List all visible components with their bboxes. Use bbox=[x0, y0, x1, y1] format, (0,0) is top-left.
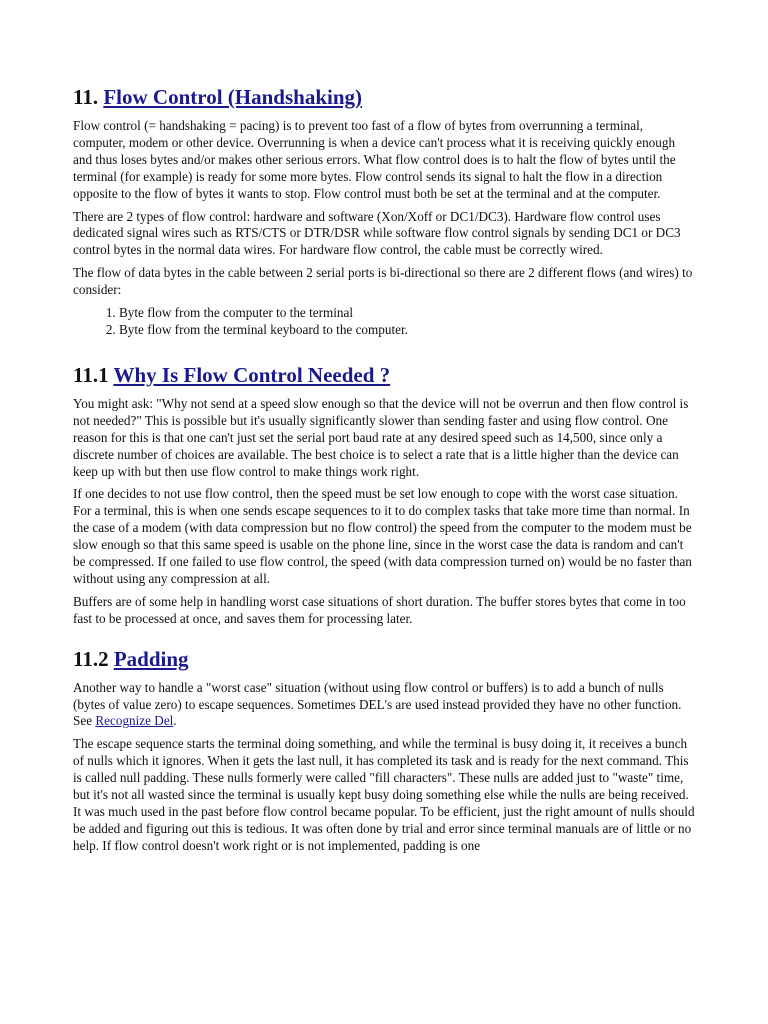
section-number: 11.2 bbox=[73, 646, 114, 671]
section-title-link[interactable]: Why Is Flow Control Needed ? bbox=[113, 362, 391, 387]
section-title-link[interactable]: Padding bbox=[113, 646, 189, 671]
paragraph: There are 2 types of flow control: hardware and software (Xon/Xoff or DC1/DC3). Hardware flow control uses dedicated signal wires such as RTS/CTS or DTR/DSR while software flow control signals by sending DC1 or DC3 control bytes in the normal data wires. For hardware flow control, the cable must be correctly wired. bbox=[73, 208, 681, 258]
section-number: 11. bbox=[73, 85, 104, 109]
list-item: 1. Byte flow from the computer to the terminal bbox=[119, 305, 697, 322]
section-heading-why-needed bbox=[73, 362, 697, 388]
paragraph-text: Another way to handle a "worst case" situation (without using flow control or buffers) is to add a bunch of nulls (bytes of value zero) to escape sequences. Sometimes DEL's are used instead provided they have no other function. See bbox=[73, 679, 682, 729]
paragraph-text: . bbox=[173, 713, 177, 729]
paragraph: Flow control (= handshaking = pacing) is to prevent too fast of a flow of bytes from overrunning a terminal, computer, modem or other device. Overrunning is when a device can't process what it is receiving quickly enough and thus loses bytes and/or makes other serious errors. What flow control does is to halt the flow of bytes until the terminal (for example) is ready for some more bytes. Flow control sends its signal to halt the flow in a direction opposite to the flow of bytes it wants to stop. Flow control must both be set at the terminal and at the computer. bbox=[73, 118, 676, 201]
recognize-del-link[interactable]: Recognize Del bbox=[95, 713, 174, 729]
section-number: 11.1 bbox=[73, 362, 114, 387]
flow-list bbox=[73, 305, 697, 339]
document-page bbox=[73, 84, 697, 861]
section-heading-padding bbox=[73, 646, 697, 672]
paragraph: Buffers are of some help in handling worst case situations of short duration. The buffer stores bytes that come in too fast to be processed at once, and saves them for processing later. bbox=[73, 593, 686, 626]
paragraph: The flow of data bytes in the cable between 2 serial ports is bi-directional so there are 2 different flows (and wires) to consider: bbox=[73, 265, 693, 298]
paragraph: You might ask: "Why not send at a speed slow enough so that the device will not be overrun and then flow control is not needed?" This is possible but it's usually significantly slower than sending faster and using flow control. One reason for this is that one can't just set the serial port baud rate at any desired speed such as 14,500, since only a discrete number of choices are available. The best choice is to select a rate that is a little higher than the device can keep up with but then use flow control to make things work right. bbox=[73, 395, 689, 479]
paragraph bbox=[73, 680, 697, 731]
list-item: 2. Byte flow from the terminal keyboard to the computer. bbox=[119, 322, 697, 339]
section-heading-flow-control bbox=[73, 84, 697, 110]
paragraph: If one decides to not use flow control, then the speed must be set low enough to cope with the worst case situation. For a terminal, this is when one sends escape sequences to it to do complex tasks that take more time than normal. In the case of a modem (with data compression but no flow control) the speed from the computer to the modem must be slow enough so that this same speed is usable on the phone line, since in the worst case the data is random and can't be compressed. If one failed to use flow control, the speed (with data compression turned on) would be no faster than without using any compression at all. bbox=[73, 486, 692, 586]
paragraph: The escape sequence starts the terminal doing something, and while the terminal is busy doing it, it receives a bunch of nulls which it ignores. When it gets the last null, it has completed its task and is ready for the next command. This is called null padding. These nulls formerly were called "fill characters". These nulls are added just to "waste" time, but it's not all wasted since the terminal is usually kept busy doing something else while the nulls are being received. It was much used in the past before flow control became popular. To be efficient, just the right amount of nulls should be added and figuring out this is tedious. It was often done by trial and error since terminal manuals are of little or no help. If flow control doesn't work right or is not implemented, padding is one bbox=[73, 736, 695, 853]
section-title-link[interactable]: Flow Control (Handshaking) bbox=[103, 85, 363, 109]
